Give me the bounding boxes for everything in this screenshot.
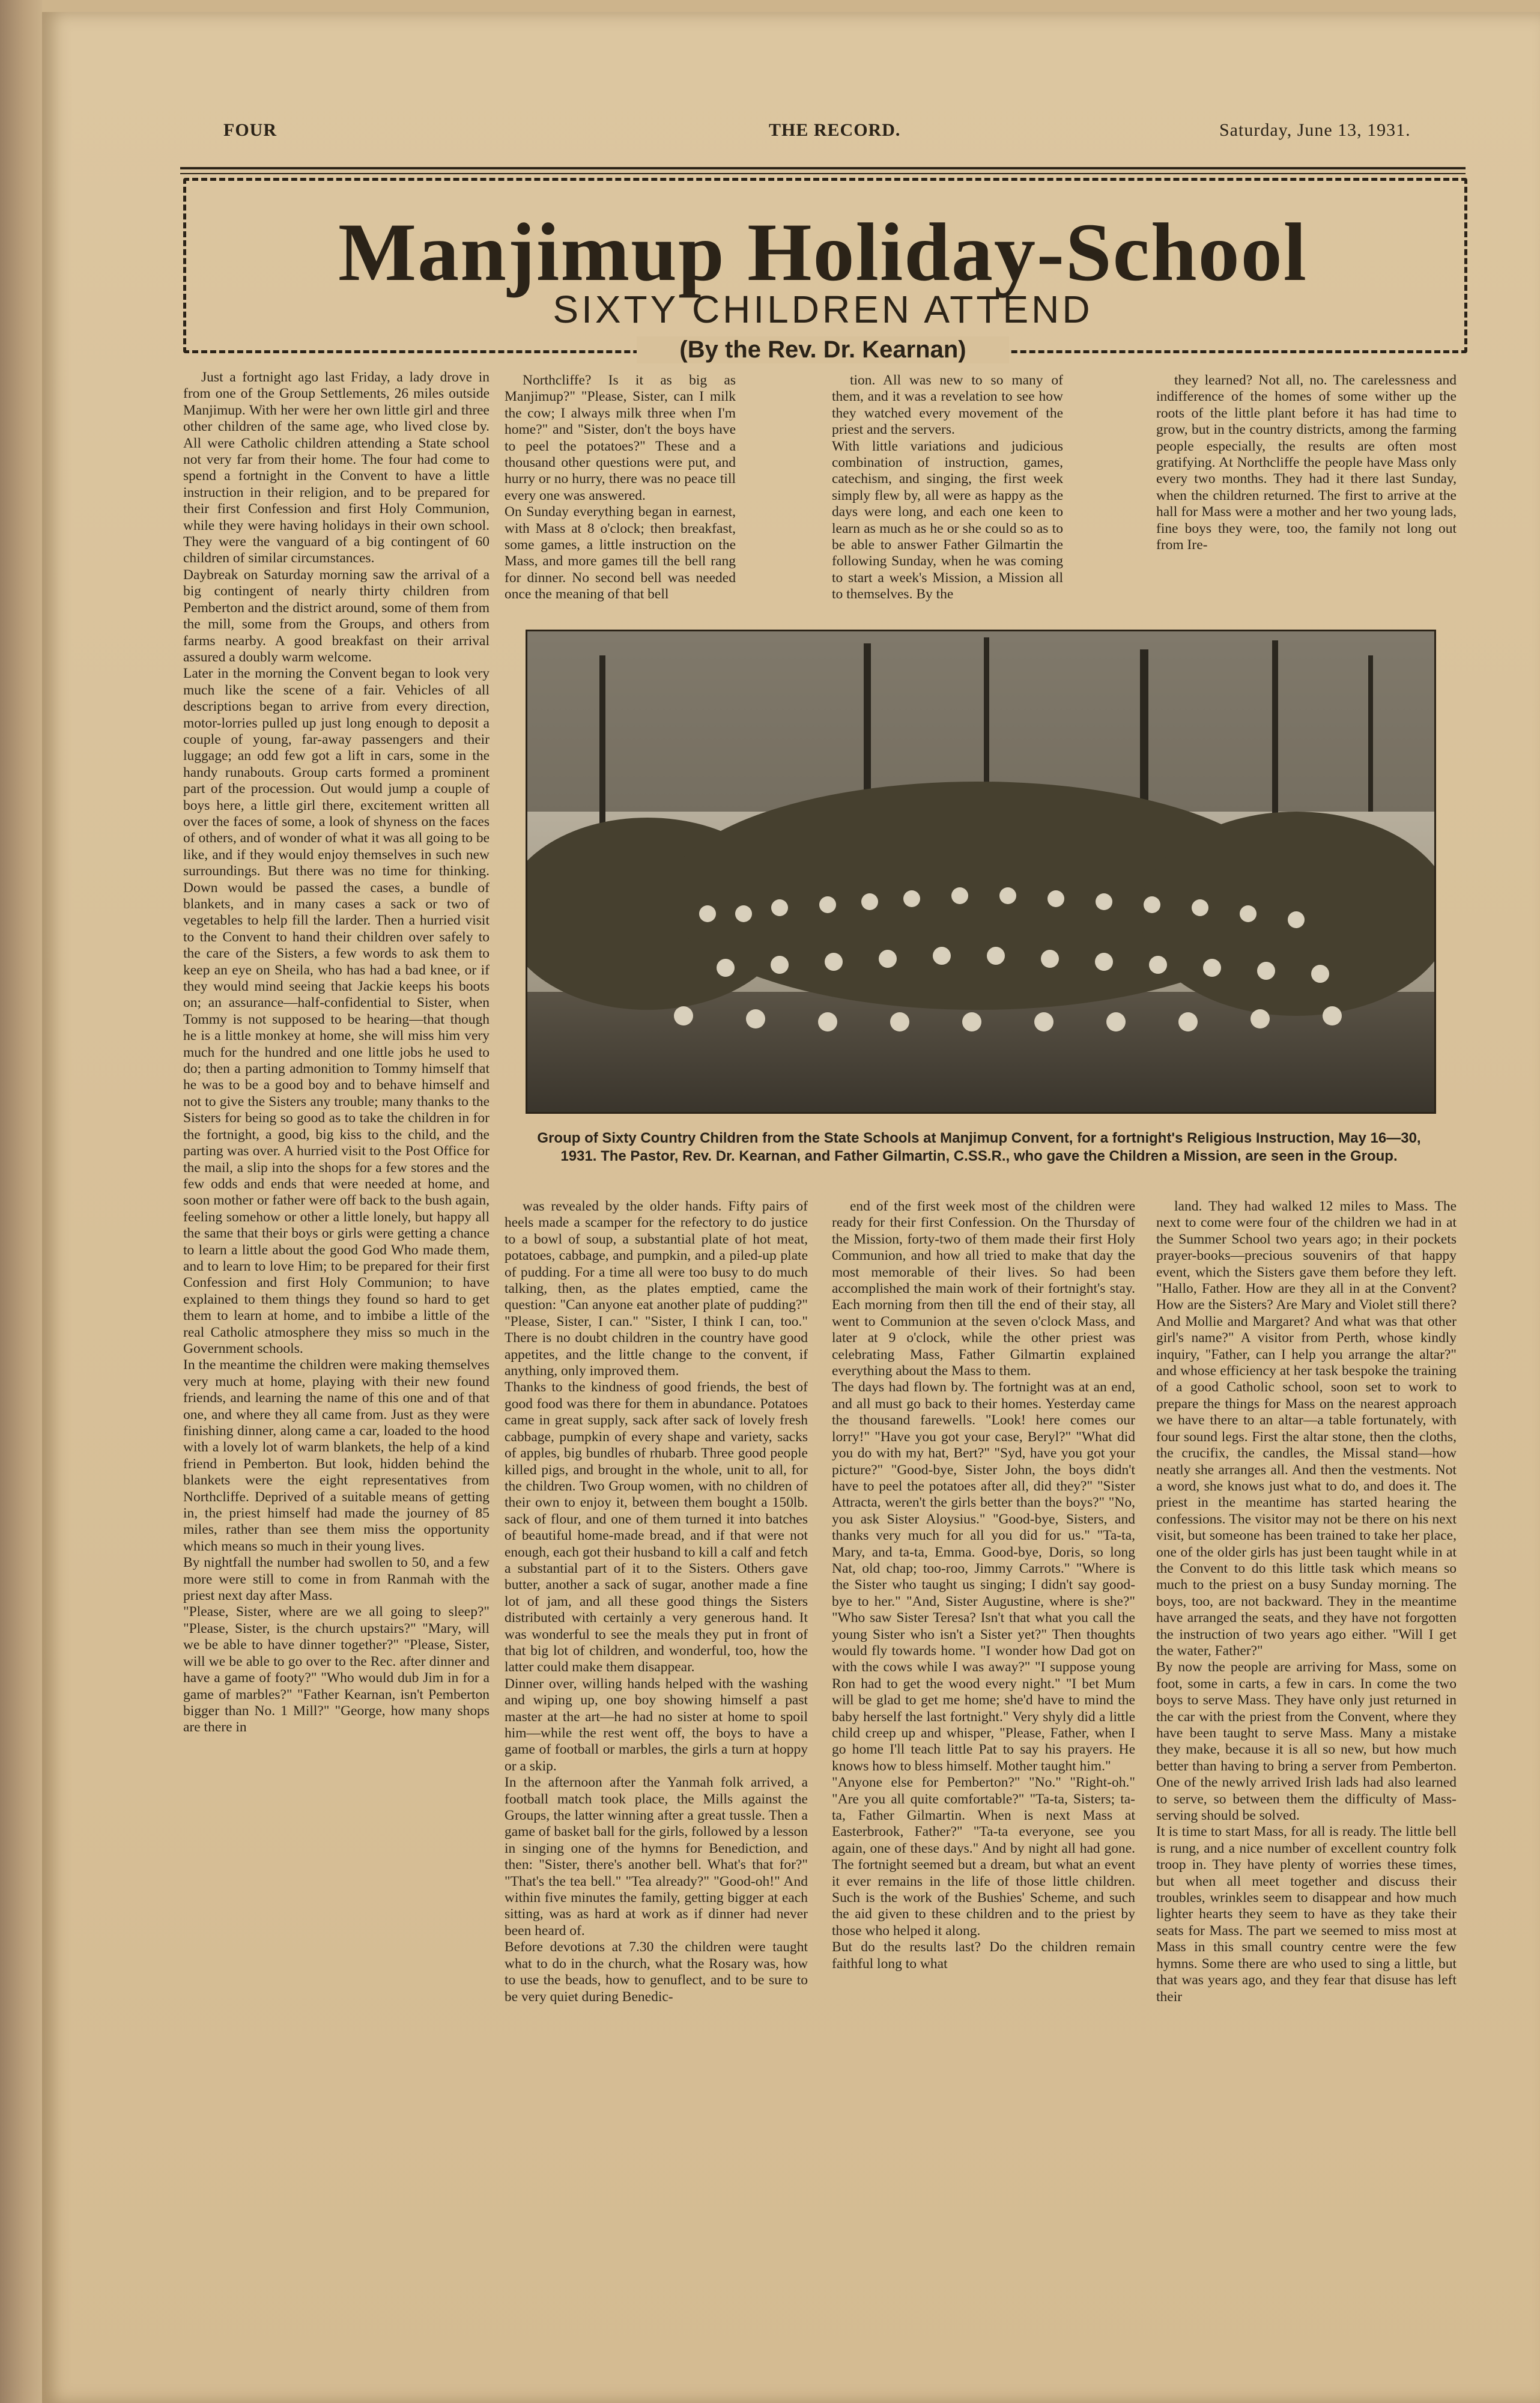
column-4-top-text: they learned? Not all, no. The carelessness and indifference of the homes of some wither up the roots of the little plant before it has had time to grow, but in the country districts, among the farming people especially, the results are often most gratifying. At Northcliffe the people have Mass only every two months. They had it there last Sunday, when the children returned. The first to arrive at the hall for Mass were a mother and her two young lads, fine boys they were, too, the family not long out from Ire- (1156, 372, 1457, 553)
column-4-bottom (1156, 1198, 1457, 2005)
article-subtitle: SIXTY CHILDREN ATTEND (553, 288, 1093, 331)
page-number: FOUR (223, 120, 277, 140)
column-3-top-text: tion. All was new to so many of them, and it was a revelation to see how they watched every movement of the priest and the servers. With little variations and judicious combination of instruction, games, catechism, and singing, the first week simply flew by, all were as happy as the days were long, and each one keen to learn as much as he or she could so as to be able to answer Father Gilmartin the following Sunday, when he was coming to start a week's Mission, a Mission all to themselves. By the (832, 372, 1063, 603)
photo-illustration (527, 631, 1434, 1112)
header-rule-thin (180, 173, 1466, 174)
column-1 (183, 369, 490, 1736)
column-2-top-text: Northcliffe? Is it as big as Manjimup?" "Please, Sister, can I milk the cow; I always milk three when I'm home?" and "Sister, don't the boys have to peel the potatoes?" These and a thousand other questions were put, and hurry or no hurry, there was no peace till every one was answered. On Sunday everything began in earnest, with Mass at 8 o'clock; then breakfast, some games, a little instruction on the Mass, and more games till the bell rang for dinner. No second bell was needed once the meaning of that bell (505, 372, 736, 603)
column-1-text: Just a fortnight ago last Friday, a lady drove in from one of the Group Settlements, 26 miles outside Manjimup. With her were her own little girl and three other children of the same age, who lived close by. All were Catholic children attending a State school not very far from their home. The four had come to spend a fortnight in the Convent to have a little instruction in their religion, and to be prepared for their first Confession and first Holy Communion, while they were having holidays in their own school. They were the vanguard of a big contingent of 60 children of similar circumstances. Daybreak on Saturday morning saw the arrival of a big contingent of nearly thirty children from Pemberton and the district around, some of them from the mill, some from the Groups, and others from farms nearby. A good breakfast on their arrival assured a doubly warm welcome. Later in the morning the Convent began to look very much like the scene of a fair. Vehicles of all descriptions began to arrive from every direction, motor-lorries pulled up just long enough to deposit a couple of young, far-away passengers and their luggage; an odd few got a lift in cars, some in the handy runabouts. Group carts formed a prominent part of the procession. Out would jump a couple of boys here, a little girl there, excitement written all over the faces of some, a look of shyness on the faces of others, and of wonder of what it was all going to be like, and if they would enjoy themselves in such new surroundings. But there was no time for thinking. Down would be passed the cases, a bundle of blankets, and in many cases a sack or two of vegetables to help fill the larder. Then a hurried visit to the Convent to hand their children over safely to the care of the Sisters, a few words to ask them to keep an eye on Sheila, who has had a bad knee, or if they would mind seeing that Jackie keeps his boots on; an assurance—half-confidential to Sister, when Tommy is not supposed to be hearing—that though he is a little monkey at home, she will miss him very much for the hundred and one little jobs he used to do; then a parting admonition to Tommy himself that he was to be a good boy and to behave himself and not to give the Sisters any trouble; many thanks to the Sisters for being so good as to take the children in for the fortnight, a good, big kiss to the child, and the parting was over. A hurried visit to the Post Office for the mail, a slip into the shops for a few stores and the few odds and ends that were needed at home, and soon mother or father were off back to the bush again, feeling somehow or other a little lonely, but happy all the same that their boys or girls were getting a chance to learn a little about the good God Who made them, and to learn to love Him; to be prepared for their first Confession and first Holy Communion; to have explained to them things they found so hard to get them to learn at home, and to imbibe a little of the real Catholic atmosphere they miss so much in the Government schools. In the meantime the children were making themselves very much at home, playing with their new found friends, and learning the name of this one and of that one, and where they all came from. Just as they were finishing dinner, along came a car, loaded to the hood with a lovely lot of warm blankets, the help of a kind friend in Pemberton. But look, hidden behind the blankets were the eight representatives from Northcliffe. Deprived of a suitable means of getting in, the priest himself had made the journey of 85 miles, rather than see them miss the opportunity which means so much in their young lives. By nightfall the number had swollen to 50, and a few more were still to come in from Ranmah with the priest next day after Mass. "Please, Sister, where are we all going to sleep?" "Please, Sister, is the church upstairs?" "Mary, will we be able to have dinner together?" "Please, Sister, will we be able to go over to the Rec. after dinner and have a game of footy?" "Who would dub Jim in for a game of marbles?" "Father Kearnan, isn't Pemberton bigger than No. 1 Mill?" "George, how many shops are there in (183, 369, 490, 1736)
column-3-bottom (832, 1198, 1135, 1972)
column-3-bottom-text: end of the first week most of the children were ready for their first Confession. On the Thursday of the Mission, forty-two of them made their first Holy Communion, and how all tried to make that day the most memorable of their lives. So had been accomplished the main work of their fortnight's stay. Each morning from then till the end of their stay, all went to Communion at the seven o'clock Mass, and later at 9 o'clock, while the other priest was celebrating Mass, Father Gilmartin explained everything about the Mass to them. The days had flown by. The fortnight was at an end, and all must go back to their homes. Yesterday came the thousand farewells. "Look! here comes our lorry!" "Have you got your case, Beryl?" "What did you do with my hat, Bert?" "Syd, have you got your picture?" "Good-bye, Sister John, the boys didn't have to peel the potatoes after all, did they?" "Sister Attracta, weren't the girls better than the boys?" "No, you ask Sister Aloysius." "Good-bye, Sisters, and thanks very much for all you did for us." "Ta-ta, Mary, and ta-ta, Emma. Good-bye, Doris, so long Nat, old chap; too-roo, Jimmy Carrots." "Where is the Sister who taught us singing; I didn't say good-bye to her." "And, Sister Augustine, where is she?" "Who saw Sister Teresa? Isn't that what you call the young Sister who isn't a Sister yet?" Then thoughts would fly towards home. "I wonder how Dad got on with the cows while I was away?" "I suppose young Ron had to get the wood every night." "I bet Mum will be glad to get me home; she'd have to mind the baby herself the last fortnight." Very shyly did a little child creep up and whisper, "Please, Father, when I go home I'll teach little Pat to say his prayers. He knows how to bless himself. Mother taught him." "Anyone else for Pemberton?" "No." "Right-oh." "Are you all quite comfortable?" "Ta-ta, Sisters; ta-ta, Father Gilmartin. When is next Mass at Easterbrook, Father?" "Ta-ta everyone, see you again, one of these days." And by night all had gone. The fortnight seemed but a dream, but what an event it ever remains in the life of those little children. Such is the work of the Bushies' Scheme, and such the aid given to these children and to the priest by those who helped it along. But do the results last? Do the children remain faithful long to what (832, 1198, 1135, 1972)
group-photograph (526, 630, 1436, 1114)
column-4-top (1156, 372, 1457, 553)
article-title: Manjimup Holiday-School (338, 206, 1308, 298)
article-byline: (By the Rev. Dr. Kearnan) (637, 336, 1009, 363)
binding-edge (0, 0, 42, 2403)
column-2-bottom (505, 1198, 808, 2005)
header-rule (180, 167, 1466, 169)
masthead: THE RECORD. (769, 120, 901, 140)
issue-date: Saturday, June 13, 1931. (1219, 120, 1411, 140)
column-2-top (505, 372, 736, 603)
column-3-top (832, 372, 1063, 603)
photo-caption: Group of Sixty Country Children from the State Schools at Manjimup Convent, for a fortnight's Religious Instruction, May 16—30, 1931. The Pastor, Rev. Dr. Kearnan, and Father Gilmartin, C.SS.R., who gave the Children a Mission, are seen in the Group. (537, 1130, 1421, 1164)
column-2-bottom-text: was revealed by the older hands. Fifty pairs of heels made a scamper for the refectory to do justice to a bowl of soup, a substantial plate of hot meat, potatoes, cabbage, and pumpkin, and a piled-up plate of pudding. For a time all were too busy to do much talking, then, as the plates emptied, came the question: "Can anyone eat another plate of pudding?" "Please, Sister, I can." "Sister, I think I can, too." There is no doubt children in the country have good appetites, and the little change to the convent, if anything, only improved them. Thanks to the kindness of good friends, the best of good food was there for them in abundance. Potatoes came in great supply, sack after sack of lovely fresh cabbage, pumpkin of every shape and variety, sacks of apples, big bundles of rhubarb. Three good people killed pigs, and brought in the whole, unit to all, for the children. Two Group women, with no children of their own to enjoy it, between them bought a 150lb. sack of flour, and one of them turned it into batches of beautiful home-made bread, and if that were not enough, each got their husband to kill a calf and fetch a substantial part of it to the Sisters. Others gave butter, another a sack of sugar, another made a fine lot of jam, and all these good things the Sisters distributed with certainly a very generous hand. It was wonderful to see the meals they put in front of that big lot of children, and wonderful, too, how the latter could make them disappear. Dinner over, willing hands helped with the washing and wiping up, one boy showing himself a past master at the art—he had no sister at home to spoil him—while the rest went off, the boys to have a game of football or marbles, the girls a turn at hoppy or a skip. In the afternoon after the Yanmah folk arrived, a football match took place, the Mills against the Groups, the latter winning after a great tussle. Then a game of basket ball for the girls, followed by a lesson in singing one of the hymns for Benediction, and then: "Sister, there's another bell. What's that for?" "That's the tea bell." "Tea already?" "Good-oh!" And within five minutes the family, getting bigger at each sitting, was as hard at work as if dinner had never been heard of. Before devotions at 7.30 the children were taught what to do in the church, what the Rosary was, how to use the beads, how to genuflect, and to be sure to be very quiet during Benedic- (505, 1198, 808, 2005)
column-4-bottom-text: land. They had walked 12 miles to Mass. The next to come were four of the children we had in at the Summer School two years ago; in their pockets prayer-books—precious souvenirs of that happy event, which the Sisters gave them before they left. "Hallo, Father. How are they all in at the Convent? How are the Sisters? Are Mary and Violet still there? And Mollie and Margaret? And what was that other girl's name?" A visitor from Perth, whose kindly inquiry, "Father, can I help you arrange the altar?" and whose efficiency at her task bespoke the training of a good Catholic school, soon set to work to prepare the things for Mass on the nearest approach we have there to an altar—a table fortunately, with four sound legs. First the altar stone, then the cloths, the crucifix, the candles, the Missal stand—how neatly she arranges all. And then the vestments. Not a word, she knows just what to do, and does it. The priest in the meantime has started hearing the confessions. The visitor may not be there on his next visit, but someone has been trained to take her place, one of the older girls has just been taught while in at the Convent to do this little task which means so much to the priest on a busy Sunday morning. The boys, too, are not backward. They in the meantime have arranged the seats, and they have not forgotten the instruction of two years ago either. "Will I get the water, Father?" By now the people are arriving for Mass, some on foot, some in carts, a few in cars. In come the two boys to serve Mass. They have only just returned in the car with the priest from the Convent, where they have been taught to serve Mass. Many a mistake they make, because it is all so new, but how much better than having to bring a server from Pemberton. One of the newly arrived Irish lads had also learned to serve, so between them the difficulty of Mass-serving should be solved. It is time to start Mass, for all is ready. The little bell is rung, and a nice number of excellent country folk troop in. They have plenty of worries these times, but when all meet together and discuss their troubles, wrinkles seem to disappear and how much lighter hearts they seem to have as they take their seats for Mass. The part we seemed to miss most at Mass in this small country centre were the few hymns. Some there are who used to sing a little, but that was years ago, and they fear that disuse has left their (1156, 1198, 1457, 2005)
